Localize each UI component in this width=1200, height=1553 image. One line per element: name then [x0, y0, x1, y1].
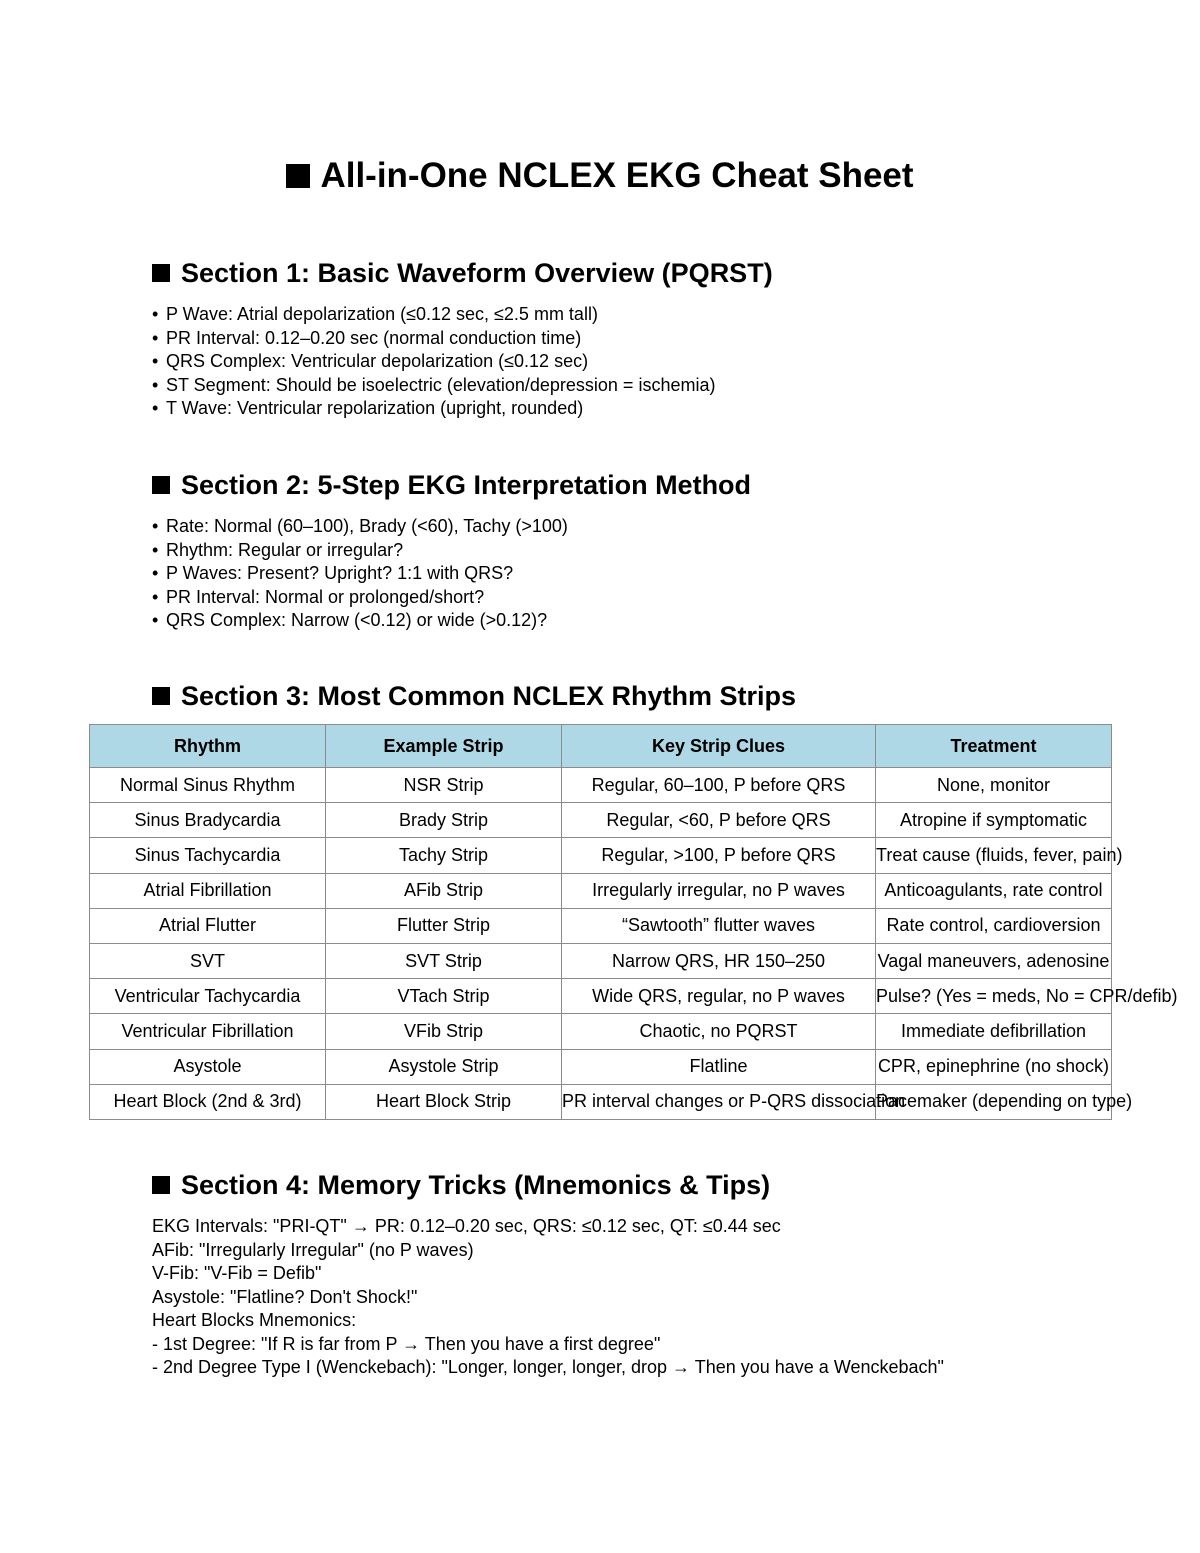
rhythm-table — [89, 724, 1178, 1120]
table-cell: Asystole Strip — [326, 1049, 562, 1084]
table-cell: NSR Strip — [326, 768, 562, 803]
table-cell: Pacemaker (depending on type) — [876, 1084, 1112, 1119]
list-item: - 1st Degree: "If R is far from P → Then you have a first degree" — [152, 1333, 661, 1354]
table-cell: Flutter Strip — [326, 908, 562, 943]
table-cell: Ventricular Tachycardia — [90, 979, 326, 1014]
table-cell: Tachy Strip — [326, 838, 562, 873]
list-item: Asystole: "Flatline? Don't Shock!" — [152, 1286, 418, 1307]
column-header: Treatment — [876, 725, 1112, 768]
table-row — [90, 943, 1112, 978]
section-1-heading: Section 1: Basic Waveform Overview (PQRST) — [152, 257, 773, 289]
table-cell: Rate control, cardioversion — [876, 908, 1112, 943]
table-cell: Atrial Fibrillation — [90, 873, 326, 908]
table-cell: VTach Strip — [326, 979, 562, 1014]
column-header: Rhythm — [90, 725, 326, 768]
table-cell: Regular, <60, P before QRS — [562, 803, 876, 838]
table-row — [90, 979, 1112, 1014]
section-4-heading: Section 4: Memory Tricks (Mnemonics & Tips) — [152, 1169, 770, 1201]
table-cell: Normal Sinus Rhythm — [90, 768, 326, 803]
table-cell: None, monitor — [876, 768, 1112, 803]
table-cell: Irregularly irregular, no P waves — [562, 873, 876, 908]
table-row — [90, 1049, 1112, 1084]
section-2-list — [152, 515, 568, 633]
table-cell: Atropine if symptomatic — [876, 803, 1112, 838]
section-4-list — [152, 1215, 944, 1380]
table-row — [90, 1014, 1112, 1049]
table-cell: PR interval changes or P-QRS dissociation — [562, 1084, 876, 1119]
table-cell: Vagal maneuvers, adenosine — [876, 943, 1112, 978]
table-cell: Narrow QRS, HR 150–250 — [562, 943, 876, 978]
table-row — [90, 873, 1112, 908]
list-item: • T Wave: Ventricular repolarization (upright, rounded) — [152, 398, 584, 418]
page-title: All-in-One NCLEX EKG Cheat Sheet — [0, 155, 1200, 197]
section-3-heading: Section 3: Most Common NCLEX Rhythm Strips — [152, 680, 796, 712]
square-icon — [152, 476, 170, 494]
table-cell: Pulse? (Yes = meds, No = CPR/defib) — [876, 979, 1112, 1014]
table-cell: Sinus Tachycardia — [90, 838, 326, 873]
list-item: • P Wave: Atrial depolarization (≤0.12 sec, ≤2.5 mm tall) — [152, 304, 598, 324]
table-cell: AFib Strip — [326, 873, 562, 908]
table-cell: VFib Strip — [326, 1014, 562, 1049]
square-icon — [152, 1176, 170, 1194]
table-cell: Immediate defibrillation — [876, 1014, 1112, 1049]
table-cell: Chaotic, no PQRST — [562, 1014, 876, 1049]
table-cell: Ventricular Fibrillation — [90, 1014, 326, 1049]
table-cell: Brady Strip — [326, 803, 562, 838]
list-item: AFib: "Irregularly Irregular" (no P waves) — [152, 1239, 474, 1260]
table-cell: Heart Block (2nd & 3rd) — [90, 1084, 326, 1119]
list-item: • PR Interval: Normal or prolonged/short? — [152, 586, 485, 607]
table-cell: Flatline — [562, 1049, 876, 1084]
table-cell: SVT — [90, 943, 326, 978]
table-cell: Asystole — [90, 1049, 326, 1084]
table-cell: SVT Strip — [326, 943, 562, 978]
table-row — [90, 1084, 1112, 1119]
list-item: • QRS Complex: Ventricular depolarization (≤0.12 sec) — [152, 351, 589, 371]
list-item: • P Waves: Present? Upright? 1:1 with QRS? — [152, 563, 514, 583]
table-row — [90, 768, 1112, 803]
list-item: V-Fib: "V-Fib = Defib" — [152, 1263, 322, 1283]
list-item: - 2nd Degree Type I (Wenckebach): "Longer, longer, longer, drop → Then you have a Wenckebach" — [152, 1357, 944, 1377]
list-item: • Rate: Normal (60–100), Brady (<60), Tachy (>100) — [152, 516, 568, 536]
table-cell: Treat cause (fluids, fever, pain) — [876, 838, 1112, 873]
list-item: • ST Segment: Should be isoelectric (elevation/depression = ischemia) — [152, 374, 716, 395]
column-header: Example Strip — [326, 725, 562, 768]
table-header-row — [90, 725, 1112, 768]
table-cell: Anticoagulants, rate control — [876, 873, 1112, 908]
table-row — [90, 838, 1112, 873]
table-cell: Sinus Bradycardia — [90, 803, 326, 838]
list-item: Heart Blocks Mnemonics: — [152, 1310, 357, 1330]
table-row — [90, 803, 1112, 838]
table-row — [90, 908, 1112, 943]
table-cell: “Sawtooth” flutter waves — [562, 908, 876, 943]
section-1-list — [152, 303, 715, 421]
list-item: • QRS Complex: Narrow (<0.12) or wide (>0.12)? — [152, 610, 548, 630]
column-header: Key Strip Clues — [562, 725, 876, 768]
table-cell: Heart Block Strip — [326, 1084, 562, 1119]
table-cell: Regular, 60–100, P before QRS — [562, 768, 876, 803]
list-item: • Rhythm: Regular or irregular? — [152, 539, 404, 560]
section-2-heading: Section 2: 5-Step EKG Interpretation Method — [152, 469, 751, 501]
table-cell: Atrial Flutter — [90, 908, 326, 943]
square-icon — [152, 264, 170, 282]
square-icon — [152, 687, 170, 705]
table-cell: CPR, epinephrine (no shock) — [876, 1049, 1112, 1084]
table-cell: Wide QRS, regular, no P waves — [562, 979, 876, 1014]
square-icon — [286, 164, 310, 188]
table-cell: Regular, >100, P before QRS — [562, 838, 876, 873]
list-item: EKG Intervals: "PRI-QT" → PR: 0.12–0.20 sec, QRS: ≤0.12 sec, QT: ≤0.44 sec — [152, 1216, 781, 1236]
list-item: • PR Interval: 0.12–0.20 sec (normal conduction time) — [152, 327, 582, 348]
